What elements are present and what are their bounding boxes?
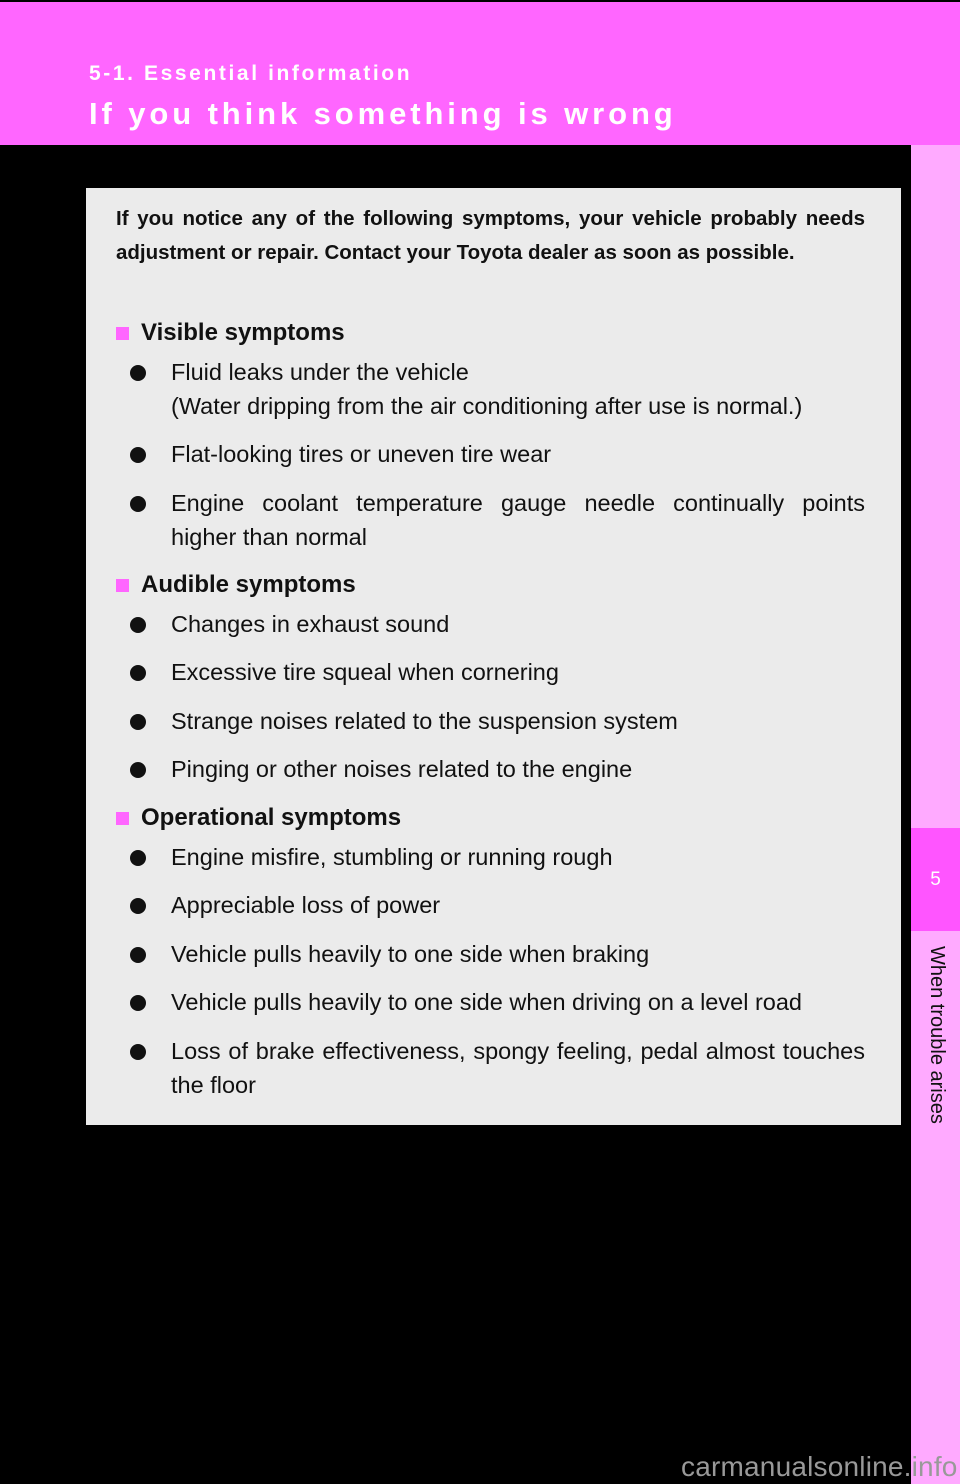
- bullet-icon: [130, 496, 146, 512]
- list-item-text: Fluid leaks under the vehicle: [171, 359, 469, 385]
- list-item-text: Vehicle pulls heavily to one side when driving on a level road: [171, 989, 802, 1015]
- list-item-text: Changes in exhaust sound: [171, 611, 450, 637]
- bullet-icon: [130, 714, 146, 730]
- section-heading-label: Audible symptoms: [141, 571, 356, 598]
- list-item-text: Appreciable loss of power: [171, 892, 441, 918]
- list-item: [130, 486, 865, 554]
- bullet-icon: [130, 898, 146, 914]
- bullet-icon: [130, 947, 146, 963]
- list-item-text: Flat-looking tires or uneven tire wear: [171, 441, 552, 467]
- chapter-tab[interactable]: [911, 828, 960, 931]
- page-header: [0, 2, 960, 145]
- content-box: [86, 188, 901, 1125]
- list-item: [130, 704, 865, 738]
- section-heading-visible: [116, 318, 345, 348]
- list-item-text: Pinging or other noises related to the engine: [171, 756, 633, 782]
- chapter-number: 5: [930, 868, 941, 890]
- list-item-text: Loss of brake effectiveness, spongy feeling, pedal almost touches the floor: [171, 1038, 865, 1098]
- section-heading-label: Visible symptoms: [141, 319, 345, 346]
- bullet-icon: [130, 365, 146, 381]
- list-item: [130, 355, 865, 423]
- bullet-icon: [130, 447, 146, 463]
- square-bullet-icon: [116, 579, 129, 592]
- list-item: [130, 985, 865, 1019]
- square-bullet-icon: [116, 327, 129, 340]
- list-item: [130, 1034, 865, 1102]
- watermark: carmanualsonline.info: [681, 1451, 958, 1482]
- bullet-icon: [130, 665, 146, 681]
- bullet-icon: [130, 617, 146, 633]
- intro-paragraph: If you notice any of the following symptoms, your vehicle probably needs adjustment or repair. Contact your Toyota dealer as soon as possible.: [116, 207, 865, 264]
- chapter-title: When trouble arises: [926, 946, 948, 1124]
- list-item: [130, 888, 865, 922]
- list-item-text: Strange noises related to the suspension system: [171, 708, 678, 734]
- list-item: [130, 437, 865, 471]
- section-heading-label: Operational symptoms: [141, 804, 402, 831]
- list-item: [130, 655, 865, 689]
- page-title: If you think something is wrong: [89, 96, 677, 131]
- list-item-text: Engine misfire, stumbling or running rough: [171, 844, 613, 870]
- section-heading-audible: [116, 570, 356, 600]
- list-item-text: Excessive tire squeal when cornering: [171, 659, 559, 685]
- list-item-text: Vehicle pulls heavily to one side when braking: [171, 941, 650, 967]
- bullet-icon: [130, 850, 146, 866]
- list-item: [130, 937, 865, 971]
- list-item-note: (Water dripping from the air conditioning after use is normal.): [171, 393, 803, 419]
- bullet-icon: [130, 995, 146, 1011]
- list-item: [130, 840, 865, 874]
- bullet-icon: [130, 762, 146, 778]
- section-heading-operational: [116, 803, 401, 833]
- chapter-sidebar: [911, 145, 960, 1484]
- section-label: 5-1. Essential information: [89, 62, 413, 85]
- list-item: [130, 607, 865, 641]
- square-bullet-icon: [116, 812, 129, 825]
- list-item: [130, 752, 865, 786]
- list-item-text: Engine coolant temperature gauge needle continually points higher than normal: [171, 490, 865, 550]
- bullet-icon: [130, 1044, 146, 1060]
